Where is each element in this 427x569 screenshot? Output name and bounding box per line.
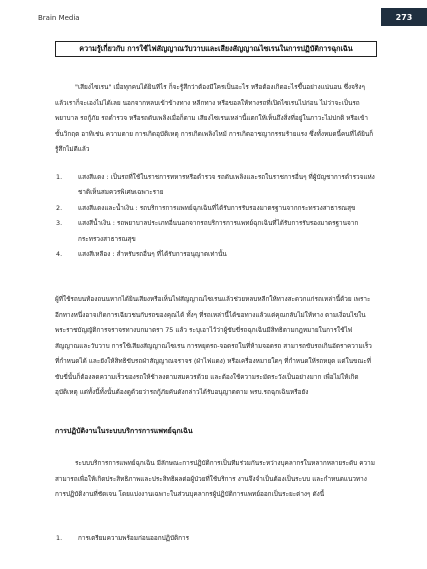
procedure-list bbox=[55, 531, 375, 546]
list-item-text: แสงสีเหลือง : สำหรับรถอื่นๆ ที่ได้รับการอนุญาตเท่านั้น bbox=[78, 250, 227, 259]
intro-paragraph: "เสียงไซเรน" เมื่อทุกคนได้ยินทีไร ก็จะรู้สึกว่าต้องมีใครเป็นอะไร หรือต้องเกิดอะไรขึ้นอย่างแน่นอน ซึ่งจริงๆ แล้วเราก็จะเองไม่ได้เลย นอกจากหลบเข้าข้างทาง หลีกทาง หรือขอลให้ทางรถที่เปิดไซเรนไปก่อน ไม่ว่าจะเป็นรถพยาบาล รถกู้ภัย รถดำรวจ หรือรถดับเพลิงเมื่อก็ตาม เสียงไซเรนเหล่านี้แตกให้เห็นถึงสิ่งที่อยู่ในภาวะไม่ปกติ หรือเข้าขั้นวิกฤต อาทิเช่น ความตาย การเกิดอุบัติเหตุ การเกิดเพลิงไหม้ การเกิดอาชญากรรมร้ายแรง ซึ่งทั้งหมดนี้คนที่ได้ยินก็รู้สึกไม่ดีแล้ว bbox=[55, 83, 374, 153]
emergency-rights-paragraph: ผู้ที่ใช้รถบนท้องถนนหากได้ยินเสียงหรือเห็นไฟสัญญาณไซเรนแล้วช่วยหลบหลีกให้ทางสะดวกแก่รถเหล่านี้ด้วย เพราะอีกทางหนึ่งอาจเกิดการเฉียวชนกับรถของคุณได้ ทั้งๆ ที่รถเหล่านี้ได้ขอทางแล้วแต่คุณกลับไม่ให้ทาง ตามเงื่อนไขในพระราชบัญญัติการจราจรทางบกมาตรา 75 แล้ว ระบุเอาไว้ว่าผู้ขับขี่รถฉุกเฉินมีสิทธิตามกฎหมายในการใช้ไฟสัญญาณและวับวาบ การใช้เสียงสัญญาณไซเรน การหยุดรถ-จอดรถในที่ห้ามจอดรถ สามารถขับรถเกินอัตราความเร็วที่กำหนดได้ และยังให้สิทธิขับรถฝ่าสัญญาณจราจร (ฝ่าไฟแดง) หรือเครื่องหมายใดๆ ที่กำหนดให้รถหยุด แต่ในขณะที่ขับขี่นั้นก็ต้องลดความเร็วของรถให้ช้าลงตามสมควรด้วย และต้องใช้ความระมัดระวังเป็นอย่างมาก เพื่อไม่ให้เกิดอุบัติเหตุ แต่ทั้งนี้ทั้งนั้นต้องดูด้วยว่ารถกู้ภัยคันดังกล่าวได้รับอนุญาตตาม พรบ.รถฉุกเฉินหรือยัง bbox=[55, 295, 372, 396]
list-item-text: การเตรียมความพร้อมก่อนออกปฏิบัติการ bbox=[78, 534, 190, 542]
page-number-badge: 273 bbox=[381, 8, 427, 26]
list-item bbox=[55, 201, 375, 216]
signal-colors-list bbox=[55, 170, 375, 262]
list-item-text: แสงสีน้ำเงิน : รถพยาบาลประเภทอื่นนอกจากรถบริการการแพทย์ฉุกเฉินที่ได้รับการรับรองมาตรฐานจากกระทรวงสาธารณสุข bbox=[78, 219, 359, 243]
list-item-text: แสงสีแดงและน้ำเงิน : รถบริการการแพทย์ฉุกเฉินที่ได้รับการรับรองมาตรฐานจากกระทรวงสาธารณสุข bbox=[78, 203, 356, 212]
list-item-text: แสงสีแดง : เป็นรถที่ใช้ในราชการทหารหรือตำรวจ รถดับเพลิงและรถในราชการอื่นๆ ที่ผู้บัญชาการตำรวจแห่งชาติเห็นสมควรพิเศษเฉพาะราย bbox=[78, 173, 375, 197]
list-item-number: 3. bbox=[56, 219, 63, 228]
list-item-number: 1. bbox=[56, 534, 63, 542]
header-brand: Brain Media bbox=[38, 14, 80, 22]
list-item bbox=[55, 170, 375, 201]
list-item-number: 1. bbox=[56, 173, 63, 181]
list-item bbox=[55, 247, 375, 262]
list-item bbox=[55, 216, 375, 247]
section-paragraph: ระบบบริการการแพทย์ฉุกเฉิน มีลักษณะการปฏิบัติการเป็นทีมร่วมกันระหว่างบุคลากรในหลากหลายระดับ ความสามารถเพื่อให้เกิดประสิทธิภาพและประสิทธิผลต่อผู้ป่วยที่ใช้บริการ งานจึงจำเป็นต้องเป็นระบบ และกำหนดแนวทางการปฏิบัติงานที่ชัดเจน โดยแบ่งงานเฉพาะในส่วนบุคลากรผู้ปฏิบัติการแพทย์ออกเป็นระยะต่างๆ ดังนี้ bbox=[55, 459, 375, 498]
list-item-number: 2. bbox=[56, 203, 63, 212]
section-heading: การปฏิบัติงานในระบบบริการการแพทย์ฉุกเฉิน bbox=[55, 427, 193, 435]
page-title: ความรู้เกี่ยวกับ การใช้ไฟสัญญาณวับวาบและเสียงสัญญาณไซเรนในการปฏิบัติการฉุกเฉิน bbox=[55, 41, 377, 57]
list-item-number: 4. bbox=[56, 250, 63, 259]
list-item bbox=[55, 531, 375, 546]
